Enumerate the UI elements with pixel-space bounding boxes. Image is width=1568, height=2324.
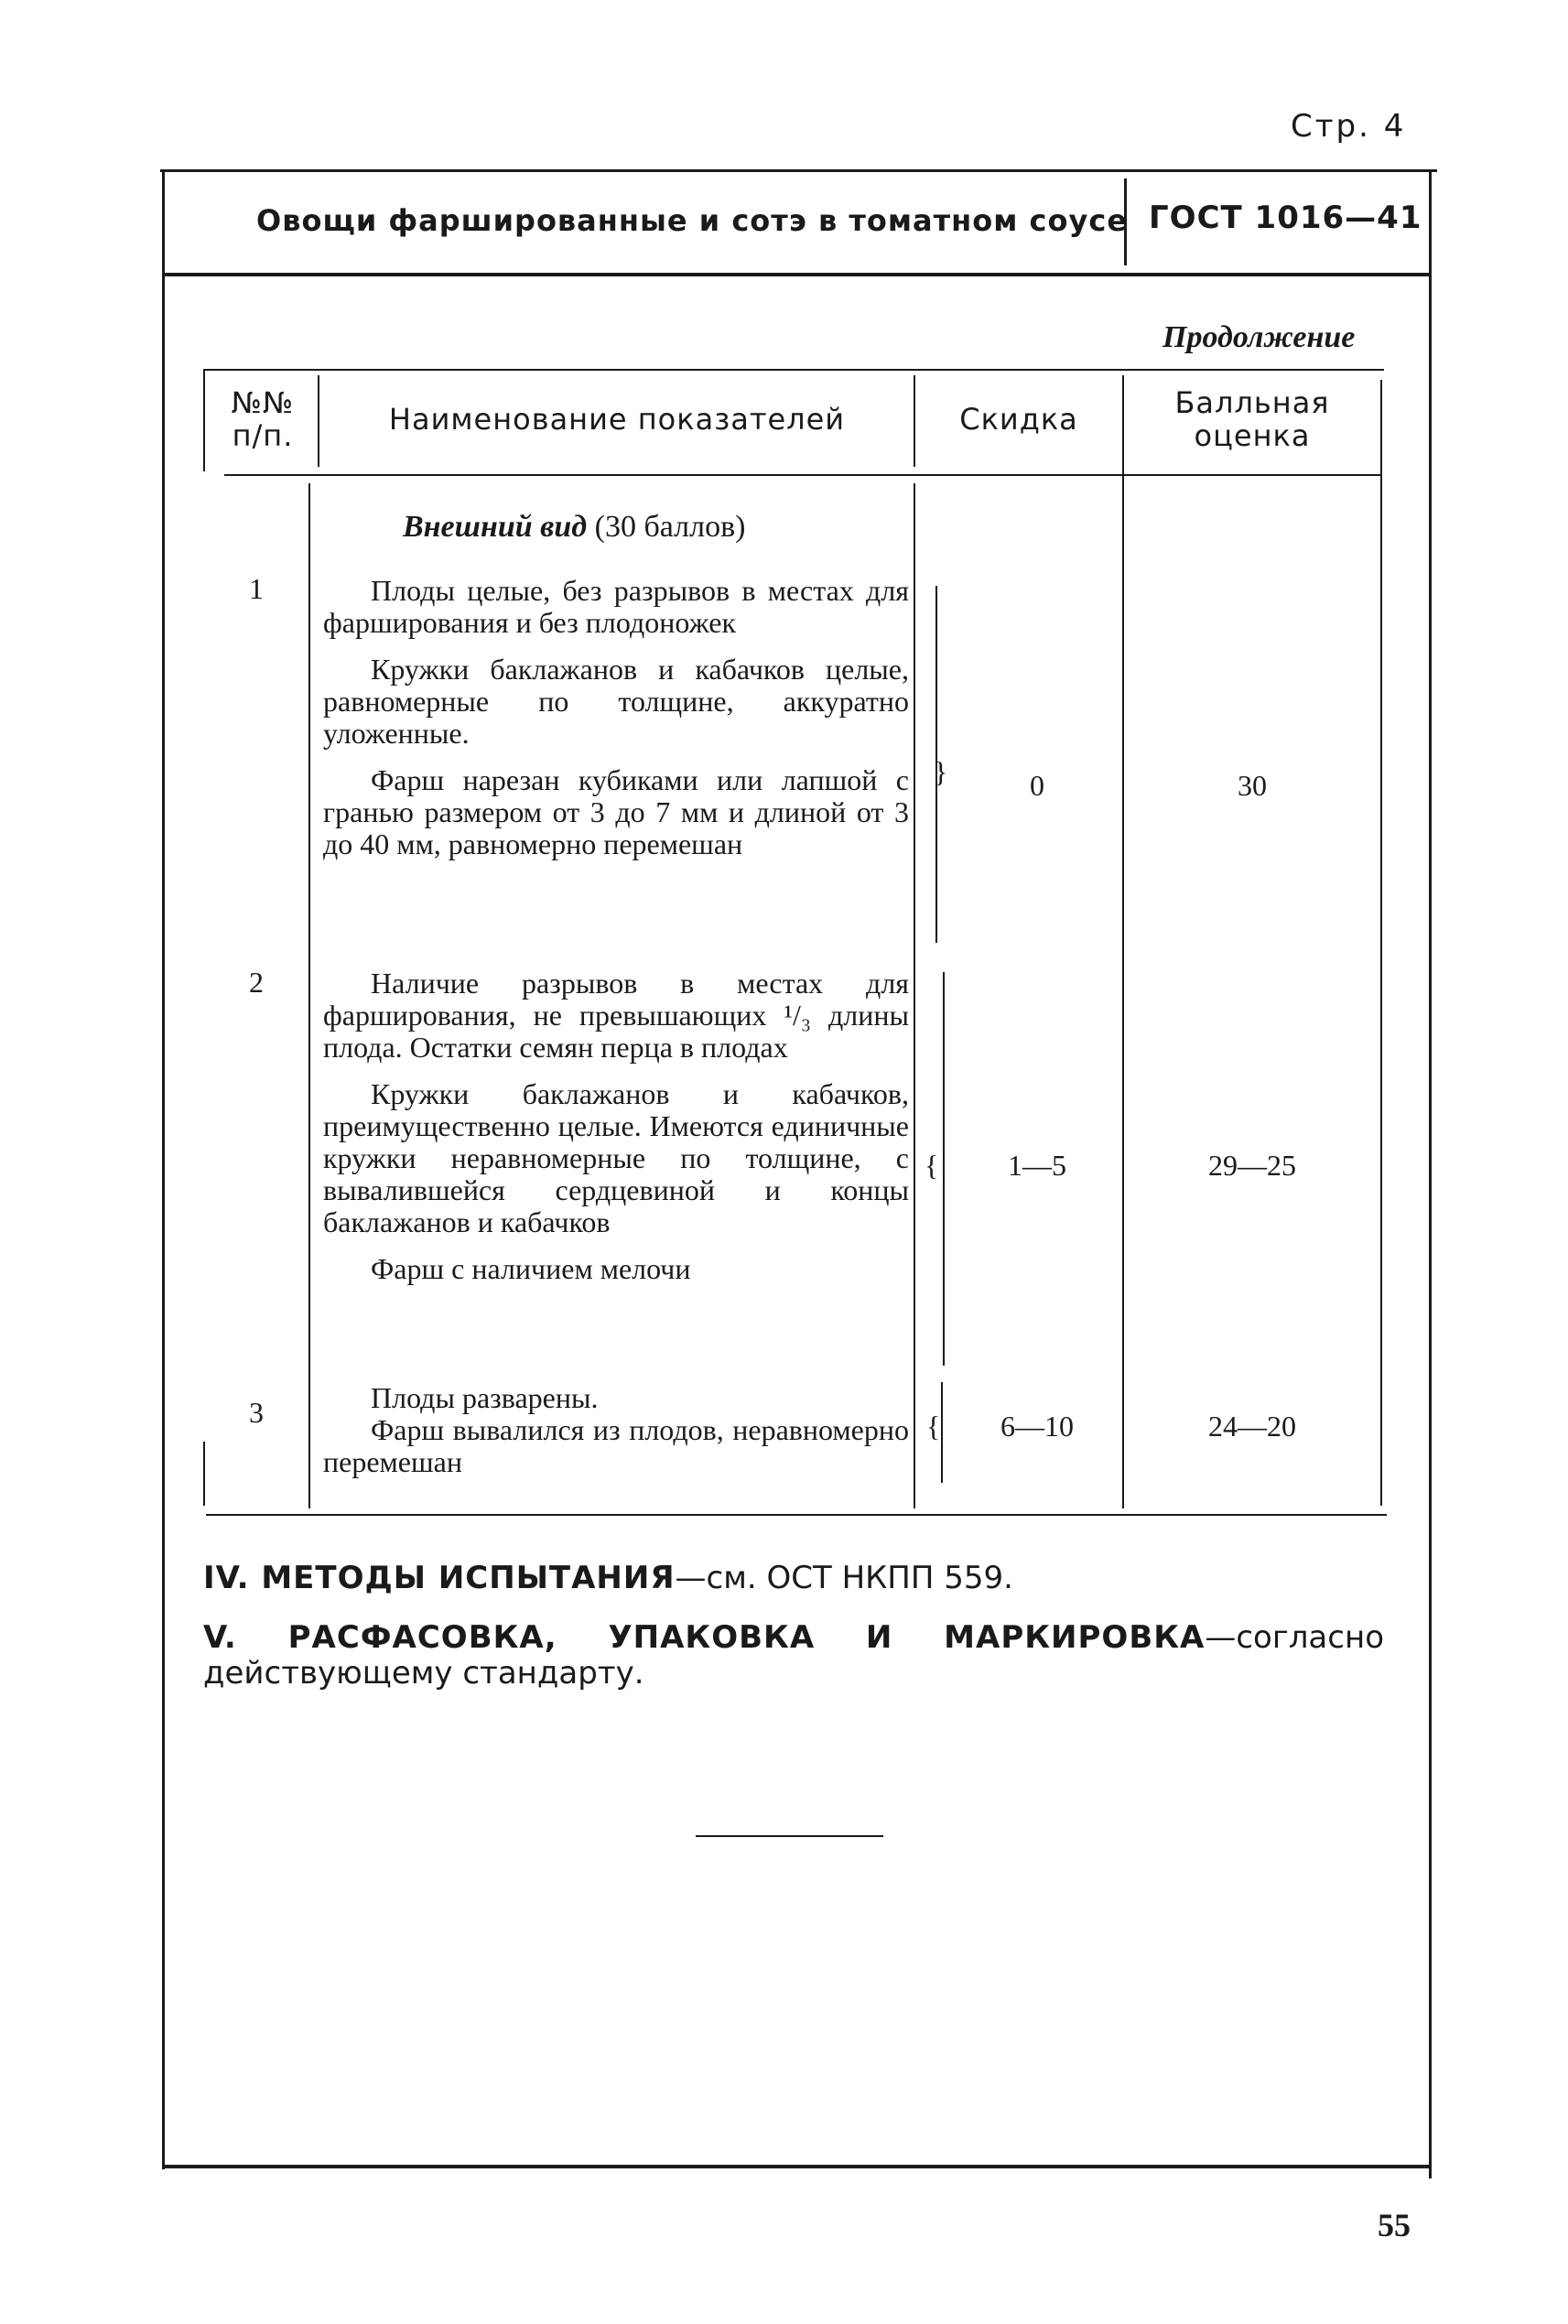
document-title: Овощи фаршированные и сотэ в томатном соусе bbox=[256, 203, 1129, 238]
col-header-number: №№ п/п. bbox=[231, 385, 295, 453]
table-left-border bbox=[203, 371, 205, 471]
frame-right-border bbox=[1429, 169, 1432, 2178]
frame-left-border bbox=[162, 169, 165, 2169]
brace-tip: } bbox=[934, 755, 948, 788]
page-label: Стр. 4 bbox=[1291, 108, 1407, 145]
discount-value: 1—5 bbox=[1008, 1149, 1066, 1182]
criterion-text: Фарш вывалился из плодов, неравномерно перемешан bbox=[323, 1413, 909, 1478]
page-number: 55 bbox=[1378, 2207, 1411, 2243]
criterion-text: Плоды разварены. bbox=[371, 1381, 599, 1414]
row-brace bbox=[941, 1382, 943, 1483]
header-bottom-rule bbox=[162, 273, 1430, 276]
table-right-border bbox=[1380, 380, 1382, 1506]
gost-number: ГОСТ 1016—41 bbox=[1149, 200, 1422, 236]
row-number: 3 bbox=[249, 1396, 264, 1429]
col-header-score: Балльная оценка bbox=[1174, 385, 1330, 453]
footer-rule bbox=[162, 2165, 1430, 2168]
col-divider-discount bbox=[1122, 375, 1124, 1508]
col-divider-num-body bbox=[308, 483, 310, 1508]
criterion-text: Кружки баклажанов и кабачков целые, равномерные по толщине, аккуратно уложенные. bbox=[323, 653, 909, 750]
row-number: 2 bbox=[249, 966, 264, 999]
table-left-border-body bbox=[203, 1442, 205, 1506]
brace-tip: { bbox=[926, 1410, 941, 1443]
discount-value: 6—10 bbox=[1000, 1410, 1074, 1443]
table-bottom-rule bbox=[206, 1514, 1387, 1516]
score-value: 30 bbox=[1238, 769, 1267, 802]
criterion-text: Фарш нарезан кубиками или лапшой с гранью размером от 3 до 7 мм и длиной от 3 до 40 мм, равномерно перемешан bbox=[323, 763, 909, 860]
row-number: 1 bbox=[249, 572, 264, 605]
table-top-rule bbox=[203, 369, 1384, 371]
table-row bbox=[323, 1382, 909, 1478]
section-packaging: V. РАСФАСОВКА, УПАКОВКА И МАРКИРОВКА—согласно действующему стандарту. bbox=[203, 1619, 1384, 1692]
table-row bbox=[323, 967, 909, 1285]
brace-tip: { bbox=[925, 1149, 939, 1182]
continued-label: Продолжение bbox=[1162, 320, 1356, 354]
section-methods: IV. МЕТОДЫ ИСПЫТАНИЯ—см. ОСТ НКПП 559. bbox=[203, 1560, 1013, 1596]
criterion-text: Кружки баклажанов и кабачков, преимущественно целые. Имеются единичные кружки неравномерные по толщине, с вывалившейся сердцевиной и концы баклажанов и кабачков bbox=[323, 1077, 909, 1238]
header-top-rule bbox=[160, 169, 1437, 172]
col-divider-num-header bbox=[318, 375, 319, 467]
col-header-name: Наименование показателей bbox=[388, 402, 846, 437]
discount-value: 0 bbox=[1030, 769, 1044, 802]
criterion-text: Фарш с наличием мелочи bbox=[371, 1252, 691, 1285]
score-value: 24—20 bbox=[1208, 1410, 1296, 1443]
row-brace bbox=[943, 972, 945, 1366]
score-value: 29—25 bbox=[1208, 1149, 1296, 1182]
criterion-text: Плоды целые, без разрывов в местах для фарширования и без плодоножек bbox=[323, 574, 909, 639]
table-row bbox=[323, 575, 909, 860]
col-divider-name-body bbox=[914, 483, 915, 1508]
col-header-discount: Скидка bbox=[959, 402, 1078, 437]
table-header-rule bbox=[224, 474, 1382, 476]
end-rule bbox=[696, 1835, 883, 1837]
criterion-text: Наличие разрывов в местах для фарширования, не превышающих ¹/₃ длины плода. Остатки семян перца в плодах bbox=[323, 967, 909, 1064]
table-section-title: Внешний вид (30 баллов) bbox=[403, 510, 746, 544]
